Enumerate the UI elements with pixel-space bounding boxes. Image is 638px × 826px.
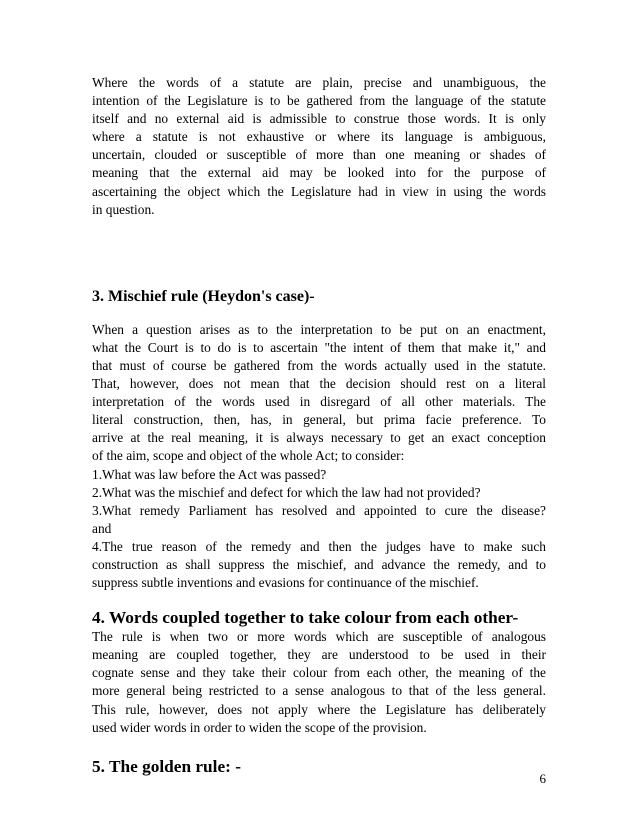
text-line: used wider words in order to widen the scope of the provision. [92, 719, 427, 735]
text-line: interpretation of the words used in disregard of all other materials. The [92, 394, 546, 410]
text-line: When a question arises as to the interpretation to be put on an enactment, [92, 321, 546, 337]
document-page [92, 74, 546, 777]
text-line: This rule, however, does not apply where the Legislature has deliberately [92, 701, 546, 717]
section-heading-words-coupled: 4. Words coupled together to take colour from each other- [92, 608, 519, 628]
page-number: 6 [539, 771, 546, 786]
text-line: arrive at the real meaning, it is always necessary to get an exact conception [92, 430, 546, 446]
list-item-3: 3.What remedy Parliament has resolved and appointed to cure the disease? [92, 502, 546, 518]
list-item-4-continued: construction as shall suppress the mischief, and advance the remedy, and to [92, 556, 546, 572]
list-item-3-continued: and [92, 520, 112, 536]
text-line: what the Court is to do is to ascertain "the intent of them that make it," and [92, 339, 546, 355]
paragraph-words-coupled [92, 628, 546, 737]
paragraph-mischief-rule [92, 321, 546, 592]
text-line: itself and no external aid is admissible to construe those words. It is only [92, 111, 546, 127]
text-line: that must of course be gathered from the words actually used in the statute. [92, 357, 546, 373]
text-line: more general being restricted to a sense analogous to that of the less general. [92, 683, 546, 699]
text-line: literal construction, then, has, in general, but prima facie preference. To [92, 412, 546, 428]
section-heading-mischief-rule: 3. Mischief rule (Heydon's case)- [92, 287, 315, 305]
text-line: Where the words of a statute are plain, precise and unambiguous, the [92, 75, 546, 90]
list-item-1: 1.What was law before the Act was passed? [92, 466, 327, 482]
text-line: meaning that the external aid may be looked into for the purpose of [92, 165, 546, 181]
section-heading-golden-rule: 5. The golden rule: - [92, 756, 241, 776]
list-item-4: 4.The true reason of the remedy and then the judges have to make such [92, 538, 546, 554]
text-line: That, however, does not mean that the decision should rest on a literal [92, 376, 546, 392]
list-item-2: 2.What was the mischief and defect for which the law had not provided? [92, 484, 481, 500]
text-line: meaning are coupled together, they are understood to be used in their [92, 647, 546, 663]
text-line: The rule is when two or more words which are susceptible of analogous [92, 629, 546, 645]
text-line: of the aim, scope and object of the whole Act; to consider: [92, 448, 405, 464]
paragraph-literal-rule-conclusion [92, 74, 546, 219]
list-item-4-continued: suppress subtle inventions and evasions for continuance of the mischief. [92, 575, 479, 591]
text-line: intention of the Legislature is to be gathered from the language of the statute [92, 93, 546, 109]
text-line: uncertain, clouded or susceptible of more than one meaning or shades of [92, 147, 546, 163]
text-line: in question. [92, 201, 155, 217]
text-line: cognate sense and they take their colour from each other, the meaning of the [92, 665, 546, 681]
text-line: where a statute is not exhaustive or where its language is ambiguous, [92, 129, 546, 145]
text-line: ascertaining the object which the Legislature had in view in using the words [92, 183, 546, 199]
